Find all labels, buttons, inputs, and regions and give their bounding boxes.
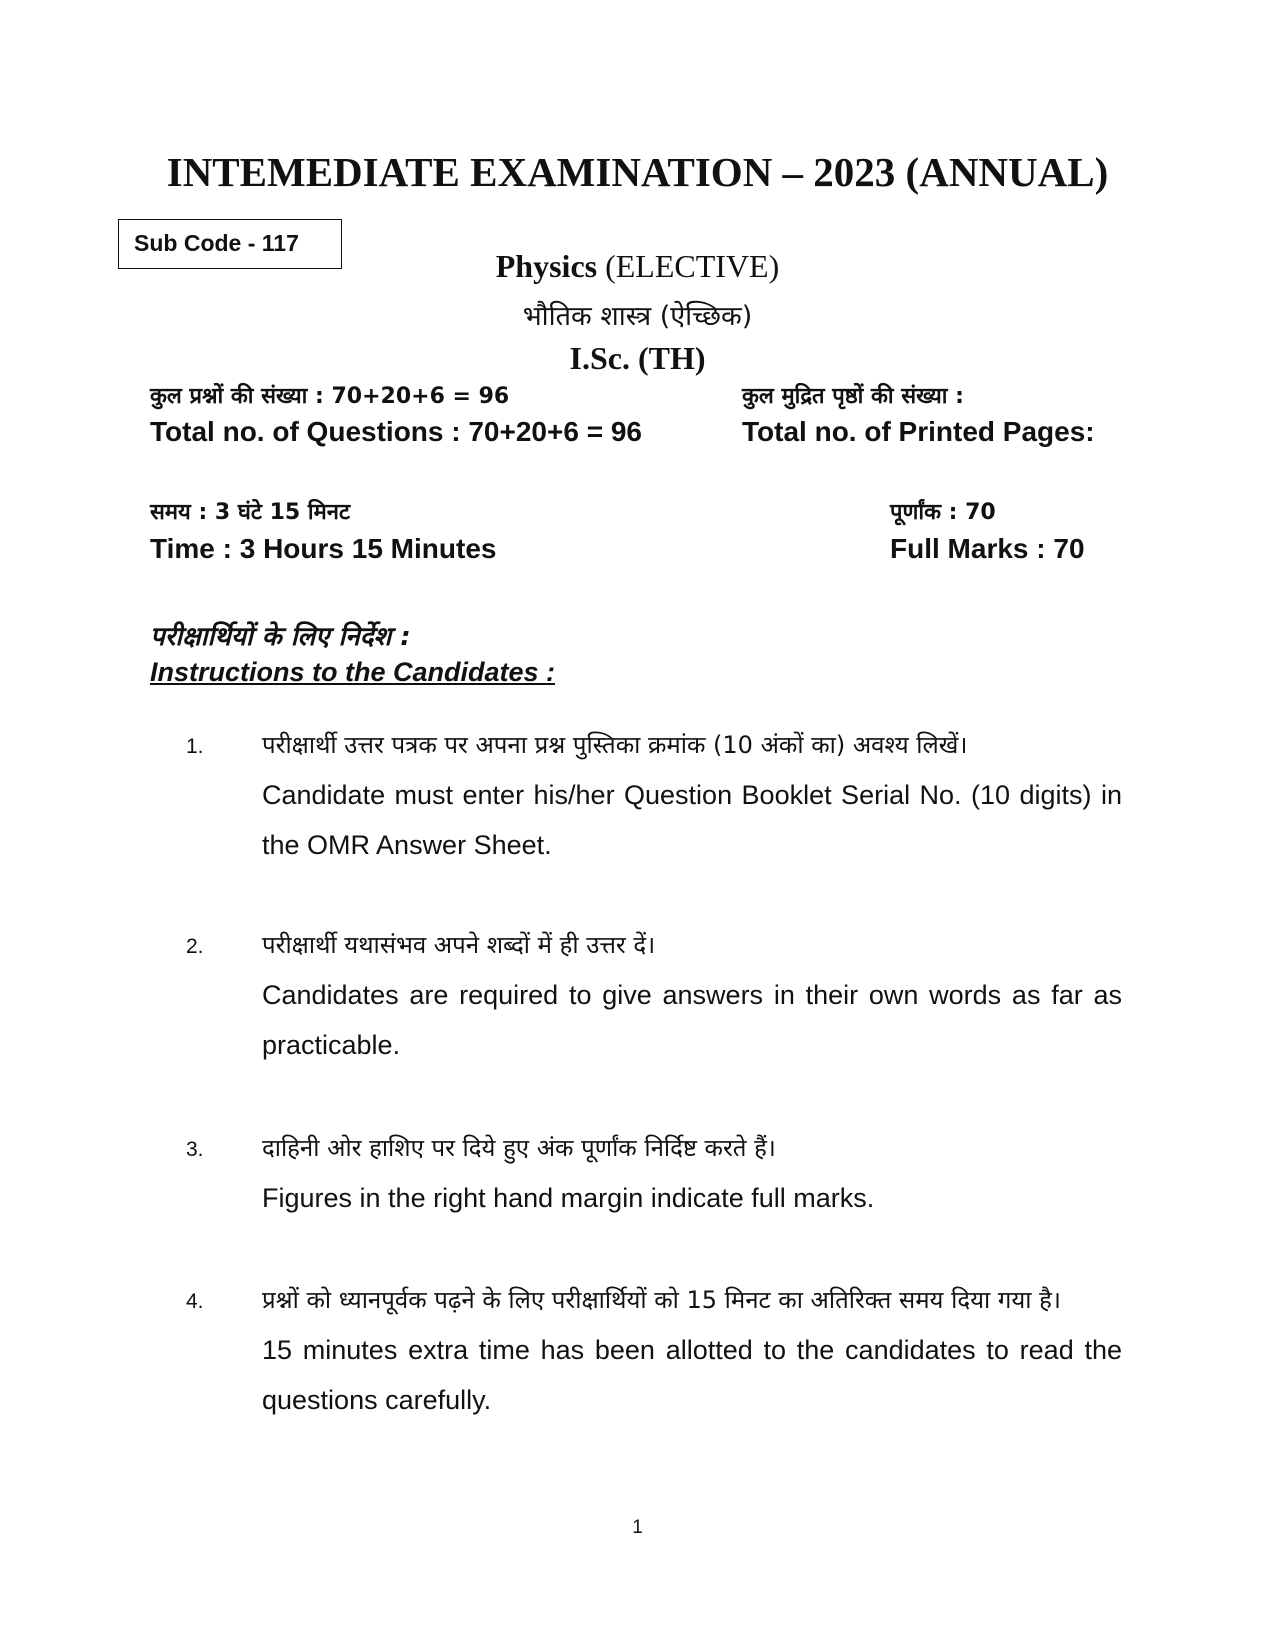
subject-name: Physics <box>495 248 598 284</box>
time-allowed: Time : 3 Hours 15 Minutes <box>150 533 497 564</box>
instruction-hindi: प्रश्नों को ध्यानपूर्वक पढ़ने के लिए परीक्षार्थियों को 15 मिनट का अतिरिक्त समय दिया गया है। <box>262 1286 1061 1314</box>
instruction-hindi: परीक्षार्थी उत्तर पत्रक पर अपना प्रश्न पुस्तिका क्रमांक (10 अंकों का) अवश्य लिखें। <box>262 731 968 759</box>
questions-count: Total no. of Questions : 70+20+6 = 96 <box>150 416 642 447</box>
questions-count-hindi: कुल प्रश्नों की संख्या : 70+20+6 = 96 <box>150 384 510 409</box>
instruction-number: 2. <box>186 935 204 958</box>
instruction-number: 1. <box>186 735 204 758</box>
instruction-english: Figures in the right hand margin indicate full marks. <box>262 1183 875 1213</box>
printed-pages-hindi: कुल मुद्रित पृष्ठों की संख्या : <box>742 384 964 409</box>
instruction-english: 15 minutes extra time has been allotted to the candidates to read the questions carefully. <box>262 1335 1122 1415</box>
instruction-item <box>262 1123 1122 1223</box>
course-label: I.Sc. (TH) <box>569 340 706 376</box>
instruction-number: 4. <box>186 1290 204 1313</box>
instruction-hindi: परीक्षार्थी यथासंभव अपने शब्दों में ही उत्तर दें। <box>262 931 656 959</box>
instruction-english: Candidate must enter his/her Question Booklet Serial No. (10 digits) in the OMR Answer Sheet. <box>262 780 1122 860</box>
instruction-item <box>262 920 1122 1070</box>
subject-hindi: भौतिक शास्त्र (ऐच्छिक) <box>522 301 753 332</box>
instruction-number: 3. <box>186 1138 204 1161</box>
instruction-english: Candidates are required to give answers in their own words as far as practicable. <box>262 980 1122 1060</box>
instructions-heading: Instructions to the Candidates : <box>150 657 556 687</box>
instructions-heading-hindi: परीक्षार्थियों के लिए निर्देश : <box>150 622 411 652</box>
instruction-item <box>262 1275 1122 1425</box>
subject-line <box>0 248 1275 285</box>
sub-code-label: Sub Code - 117 <box>134 230 299 256</box>
full-marks-hindi: पूर्णांक : 70 <box>890 500 996 525</box>
instruction-hindi: दाहिनी ओर हाशिए पर दिये हुए अंक पूर्णांक निर्दिष्ट करते हैं। <box>262 1134 776 1162</box>
time-hindi: समय : 3 घंटे 15 मिनट <box>150 500 351 525</box>
full-marks: Full Marks : 70 <box>890 533 1085 564</box>
instruction-item <box>262 720 1122 870</box>
exam-title: INTEMEDIATE EXAMINATION – 2023 (ANNUAL) <box>166 149 1109 195</box>
page-number: 1 <box>632 1517 643 1538</box>
printed-pages: Total no. of Printed Pages: <box>742 416 1095 447</box>
subject-type: (ELECTIVE) <box>597 248 780 284</box>
